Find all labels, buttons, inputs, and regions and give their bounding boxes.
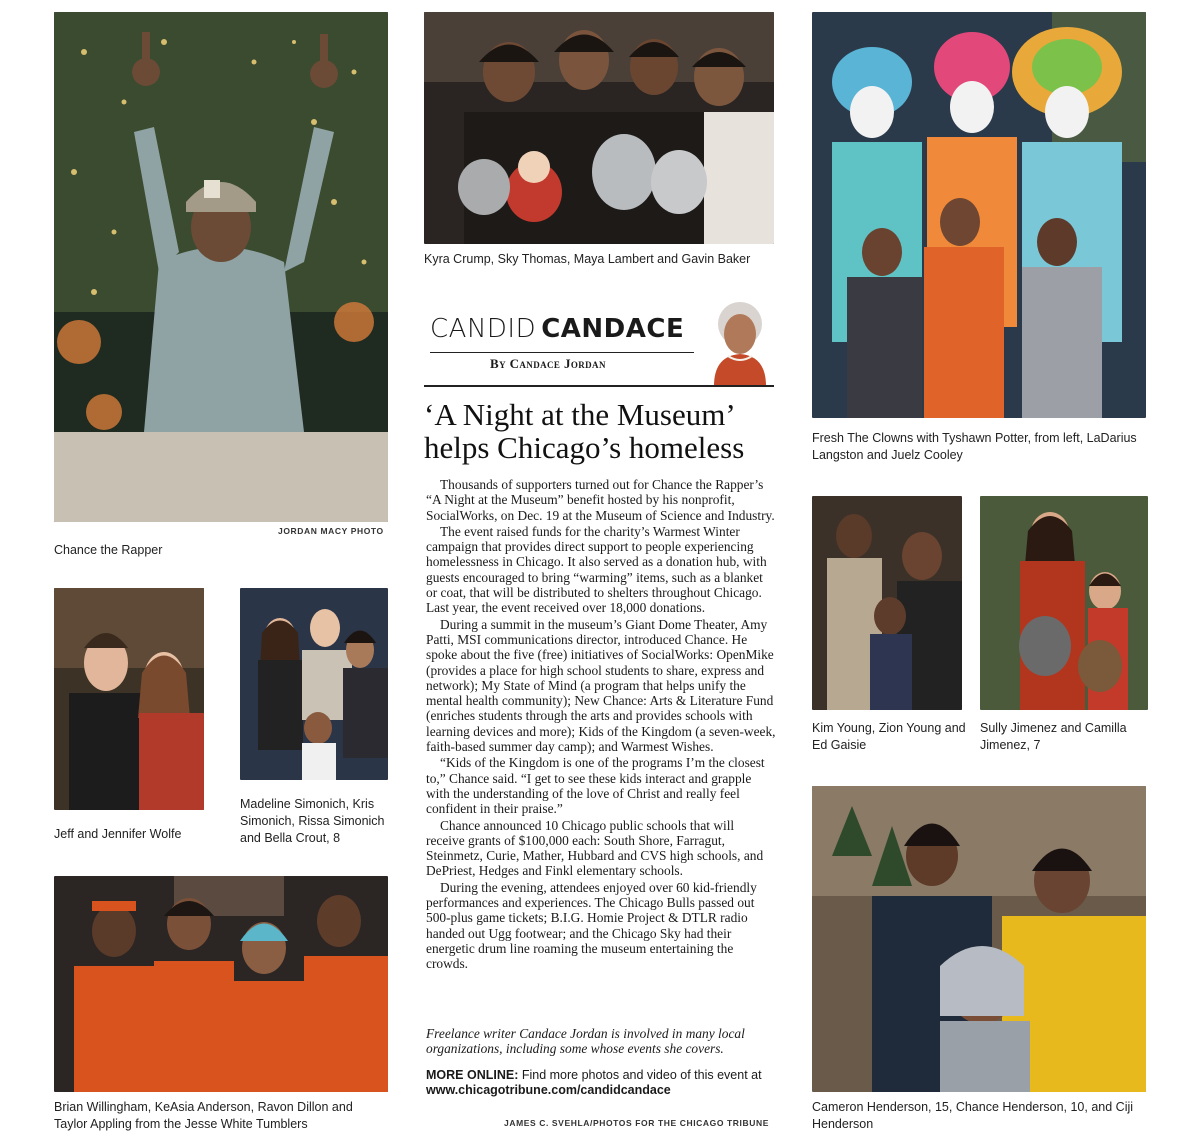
caption-young-gaisie: Kim Young, Zion Young and Ed Gaisie	[812, 721, 966, 752]
article-paragraph: During a summit in the museum’s Giant Dome Theater, Amy Patti, MSI communications director, introduced Chance. He spoke about the five (free) initiatives of SocialWorks: OpenMike (provides a place for high school students to share, express and network); My State of Mind (a program that helps unify the mental health community); New Chance: Arts & Literature Fund (enriches students through the arts and provides schools with learning devices and more); Kids of the Kingdom (a seven-week, faith-based summer day camp); and Warmest Wishes.	[426, 616, 776, 755]
caption-wolfe: Jeff and Jennifer Wolfe	[54, 827, 182, 841]
kicker-candace: CANDACE	[541, 314, 685, 344]
photo-wolfe	[54, 588, 204, 810]
more-online	[426, 1068, 776, 1098]
article-paragraph: Chance announced 10 Chicago public schools that will receive grants of $100,000 each: South Shore, Farragut, Steinmetz, Curie, Mather, Hubbard and CVS high schools, and DePriest, Hedges and Finkl elementary schools.	[426, 817, 764, 879]
photo-kyra-crump-group	[424, 12, 774, 244]
caption-kyra-crump-group: Kyra Crump, Sky Thomas, Maya Lambert and Gavin Baker	[424, 252, 751, 266]
photo-credit-svehla: JAMES C. SVEHLA/PHOTOS FOR THE CHICAGO TRIBUNE	[504, 1118, 769, 1128]
photo-simonich	[240, 588, 388, 780]
article-paragraph: During the evening, attendees enjoyed over 60 kid-friendly performances and experiences. The Chicago Bulls passed out 500-plus game tickets; B.I.G. Homie Project & DTLR radio handed out Ugg footwear; and the Chicago Sky had their energetic drum line roaming the museum entertaining the crowds.	[426, 879, 757, 972]
more-online-text: Find more photos and video of this event at	[518, 1068, 762, 1082]
photo-credit-jordan-macy: JORDAN MACY PHOTO	[278, 526, 384, 536]
headline-line-1: ‘A Night at the Museum’	[424, 397, 736, 432]
more-online-label: MORE ONLINE:	[426, 1068, 519, 1082]
caption-henderson: Cameron Henderson, 15, Chance Henderson, 10, and Ciji Henderson	[812, 1100, 1134, 1131]
caption-simonich: Madeline Simonich, Kris Simonich, Rissa Simonich and Bella Crout, 8	[240, 797, 385, 845]
photo-chance-the-rapper	[54, 12, 388, 522]
photo-young-gaisie	[812, 496, 962, 710]
column-header	[424, 306, 784, 386]
photo-fresh-the-clowns	[812, 12, 1146, 418]
byline: By Candace Jordan	[490, 356, 606, 371]
article-paragraph: The event raised funds for the charity’s Warmest Winter campaign that provides direct support to people experiencing homelessness in Chicago. It also served as a donation hub, with guests encouraged to bring “warming” items, such as a blanket or coat, that will be distributed to shelters throughout Chicago. Last year, the event received over 18,000 donations.	[426, 523, 767, 616]
caption-fresh-the-clowns: Fresh The Clowns with Tyshawn Potter, from left, LaDarius Langston and Juelz Cooley	[812, 431, 1137, 462]
article-body	[426, 477, 776, 973]
article-paragraph: Thousands of supporters turned out for Chance the Rapper’s “A Night at the Museum” benefit hosted by his nonprofit, SocialWorks, on Dec. 19 at the Museum of Science and Industry.	[426, 477, 775, 523]
photo-henderson	[812, 786, 1146, 1092]
photo-jesse-white-tumblers	[54, 876, 388, 1092]
header-rule-bottom	[424, 385, 774, 387]
photo-jimenez	[980, 496, 1148, 710]
header-rule-short	[430, 352, 694, 353]
column-kicker	[430, 314, 684, 344]
author-headshot	[694, 294, 786, 386]
kicker-candid: CANDID	[430, 314, 537, 344]
caption-jesse-white-tumblers: Brian Willingham, KeAsia Anderson, Ravon Dillon and Taylor Appling from the Jesse White Tumblers	[54, 1100, 353, 1131]
caption-chance-the-rapper: Chance the Rapper	[54, 543, 163, 557]
more-online-link[interactable]: www.chicagotribune.com/candidcandace	[426, 1083, 671, 1097]
article-headline	[424, 398, 784, 464]
caption-jimenez: Sully Jimenez and Camilla Jimenez, 7	[980, 721, 1127, 752]
headline-line-2: helps Chicago’s homeless	[424, 430, 745, 465]
author-tagline: Freelance writer Candace Jordan is involved in many local organizations, including some whose events she covers.	[426, 1026, 745, 1057]
article-paragraph: “Kids of the Kingdom is one of the programs I’m the closest to,” Chance said. “I get to see these kids interact and grapple with the understanding of the love of Christ and really feel confident in their praise.”	[426, 755, 765, 817]
